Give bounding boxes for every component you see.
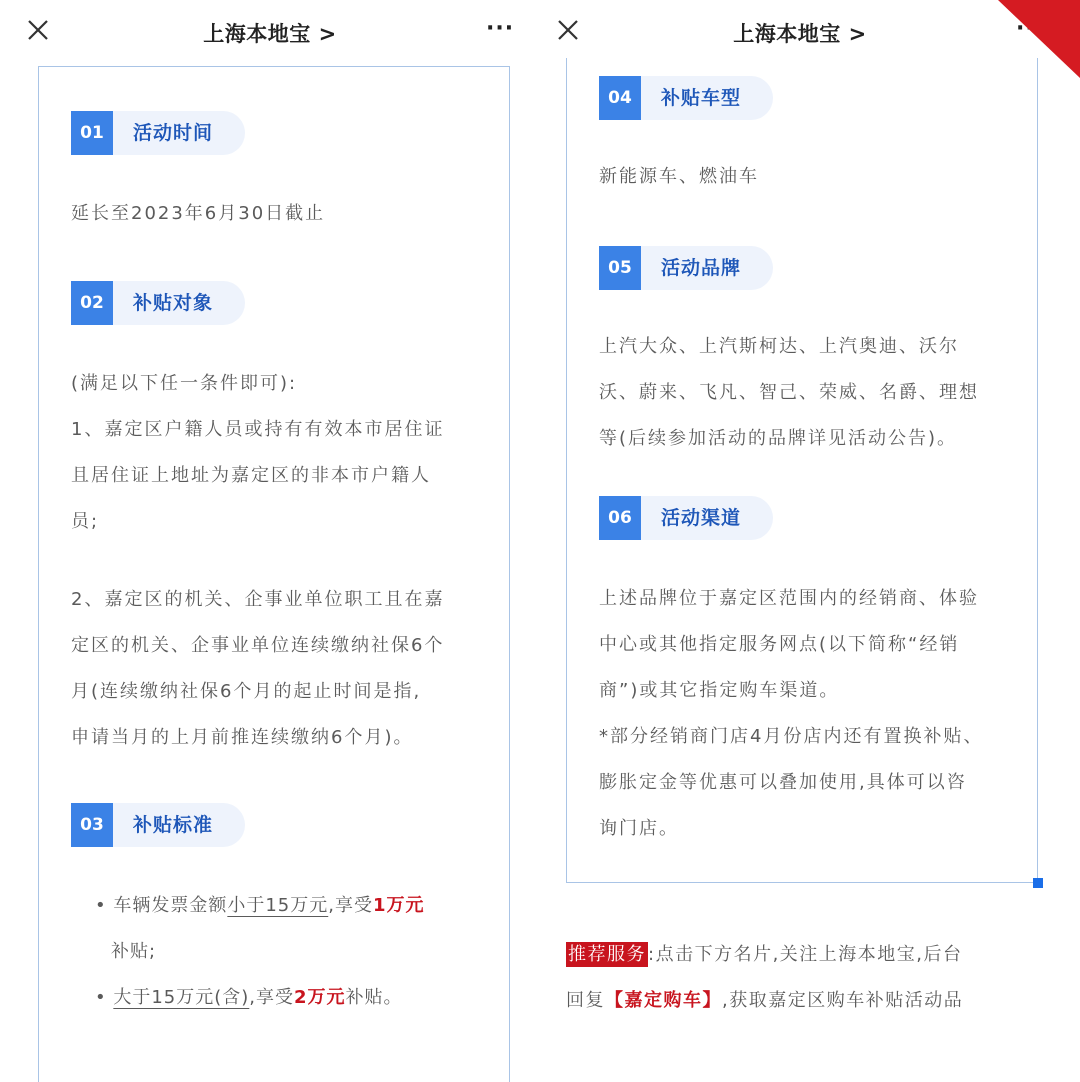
section-label: 活动渠道 [641, 496, 773, 540]
car-type-text: 新能源车、燃油车 [599, 166, 759, 187]
section-label: 补贴车型 [641, 76, 773, 120]
subsidy-standard-bullet-1: • 车辆发票金额小于15万元,享受1万元 [95, 895, 425, 916]
section-number: 02 [71, 281, 113, 325]
brand-line: 等(后续参加活动的品牌详见活动公告)。 [599, 428, 958, 449]
content-frame [566, 58, 1038, 883]
page-title[interactable]: 上海本地宝 > [733, 22, 867, 46]
recommend-tag: 推荐服务 [568, 944, 646, 965]
section-label: 补贴标准 [113, 803, 245, 847]
more-icon[interactable]: ··· [486, 16, 515, 41]
more-icon[interactable]: ··· [1016, 16, 1045, 41]
channel-line: 询门店。 [599, 818, 679, 839]
channel-line: 上述品牌位于嘉定区范围内的经销商、体验 [599, 588, 979, 609]
subsidy-standard-bullet-1-cont: 补贴; [111, 941, 157, 962]
subsidy-target-line: 申请当月的上月前推连续缴纳6个月)。 [71, 727, 414, 748]
left-phone-panel [10, 0, 530, 1081]
resize-handle[interactable] [1033, 878, 1043, 888]
corner-ribbon [998, 0, 1080, 78]
top-bar [540, 0, 1060, 62]
recommend-service-line-2: 回复【嘉定购车】,获取嘉定区购车补贴活动品 [566, 990, 964, 1011]
section-number: 05 [599, 246, 641, 290]
content-frame [38, 66, 510, 1082]
right-phone-panel [540, 0, 1060, 1081]
recommend-service-line: 推荐服务 :点击下方名片,关注上海本地宝,后台 [568, 944, 963, 965]
subsidy-standard-bullet-2: • 大于15万元(含),享受2万元补贴。 [95, 987, 403, 1008]
subsidy-target-line: 定区的机关、企事业单位连续缴纳社保6个 [71, 635, 445, 656]
section-label: 活动品牌 [641, 246, 773, 290]
channel-line: *部分经销商门店4月份店内还有置换补贴、 [599, 726, 984, 747]
section-label: 活动时间 [113, 111, 245, 155]
channel-line: 商”)或其它指定购车渠道。 [599, 680, 840, 701]
section-number: 04 [599, 76, 641, 120]
section-number: 06 [599, 496, 641, 540]
section-number: 03 [71, 803, 113, 847]
subsidy-target-line: 1、嘉定区户籍人员或持有有效本市居住证 [71, 419, 445, 440]
brand-line: 沃、蔚来、飞凡、智己、荣威、名爵、理想 [599, 382, 979, 403]
subsidy-target-line: (满足以下任一条件即可): [71, 373, 298, 394]
section-label: 补贴对象 [113, 281, 245, 325]
brand-line: 上汽大众、上汽斯柯达、上汽奥迪、沃尔 [599, 336, 959, 357]
channel-line: 中心或其他指定服务网点(以下简称“经销 [599, 634, 960, 655]
channel-line: 膨胀定金等优惠可以叠加使用,具体可以咨 [599, 772, 967, 793]
top-bar [10, 0, 530, 62]
page-title[interactable]: 上海本地宝 > [203, 22, 337, 46]
section-number: 01 [71, 111, 113, 155]
activity-time-text: 延长至2023年6月30日截止 [71, 203, 326, 224]
subsidy-target-line: 2、嘉定区的机关、企事业单位职工且在嘉 [71, 589, 445, 610]
keyword-link[interactable]: 【嘉定购车】 [605, 990, 722, 1011]
subsidy-target-line: 月(连续缴纳社保6个月的起止时间是指, [71, 681, 422, 702]
subsidy-target-line: 员; [71, 511, 100, 532]
subsidy-target-line: 且居住证上地址为嘉定区的非本市户籍人 [71, 465, 431, 486]
